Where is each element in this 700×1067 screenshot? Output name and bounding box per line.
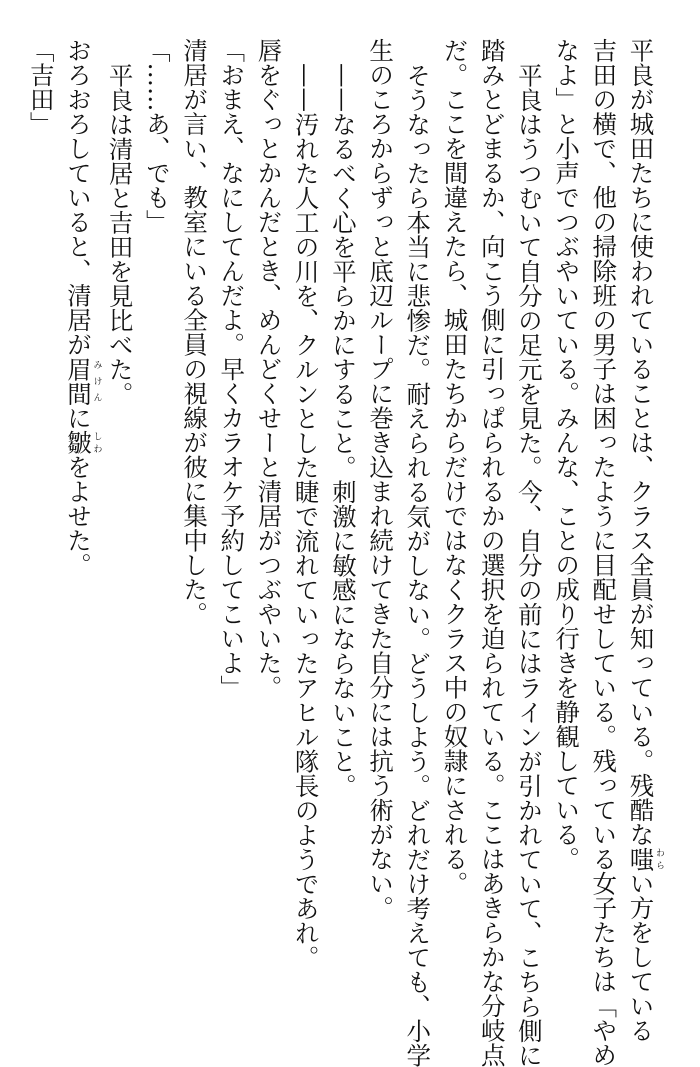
ruby-reading-warai: わら [654,846,664,871]
ruby-miken: 眉間みけん [63,356,102,406]
text-line-11: 唇をぐっとかんだとき、めんどくせーと清居がつぶやいた。 [254,38,284,700]
text-line-1: 平良が城田たちに使われていることは、クラス全員が知っている。残酷な嗤わらい方をしている [626,38,664,1043]
ruby-reading-miken: みけん [91,356,102,406]
text-line-2: 吉田の横で、他の掃除班の男子は困ったように目配せしている。残っている女子たちは「やめ [589,38,619,1067]
vertical-text-body [23,38,664,1067]
ruby-warai: 嗤わら [626,846,664,871]
text-line-7: そうなったら本当に悲惨だ。耐えられる気がしない。どうしよう。どれだけ考えても、小学 [403,62,433,1067]
text-line-6: だ。ここを間違えたら、城田たちからだけではなくクラス中の奴隷にされる。 [440,38,470,896]
text-line-16: おろおろしていると、清居が眉間みけんに皺しわをよせた。 [63,38,102,577]
text-line-3: なよ」と小声でつぶやいている。みんな、ことの成り行きを静観している。 [552,38,582,871]
text-line-14: 「……あ、でも」 [142,38,172,234]
text-line-5: 踏みとどまるか、向こう側に引っぱられるかの選択を迫られている。ここはあきらかな分岐点 [477,38,507,1067]
text-line-10: ——汚れた人工の川を、クルンとした睫で流れていったアヒル隊長のようであれ。 [291,62,321,969]
text-line-17: 「吉田」 [26,38,56,136]
text-line-9: ——なるべく心を平らかにすること。刺激に敏感にならないこと。 [328,62,358,798]
ruby-shiwa: 皺しわ [63,430,102,455]
text-line-4: 平良はうつむいて自分の足元を見た。今、自分の前にはラインが引かれていて、こちら側に [514,62,544,1067]
text-line-8: 生のころからずっと底辺ループに巻き込まれ続けてきた自分には抗う術がない。 [366,38,396,920]
text-line-15: 平良は清居と吉田を見比べた。 [105,62,135,406]
ruby-reading-shiwa: しわ [91,430,102,455]
text-line-13: 清居が言い、教室にいる全員の視線が彼に集中した。 [180,38,210,626]
text-line-12: 「おまえ、なにしてんだよ。早くカラオケ予約してこいよ」 [217,38,247,700]
